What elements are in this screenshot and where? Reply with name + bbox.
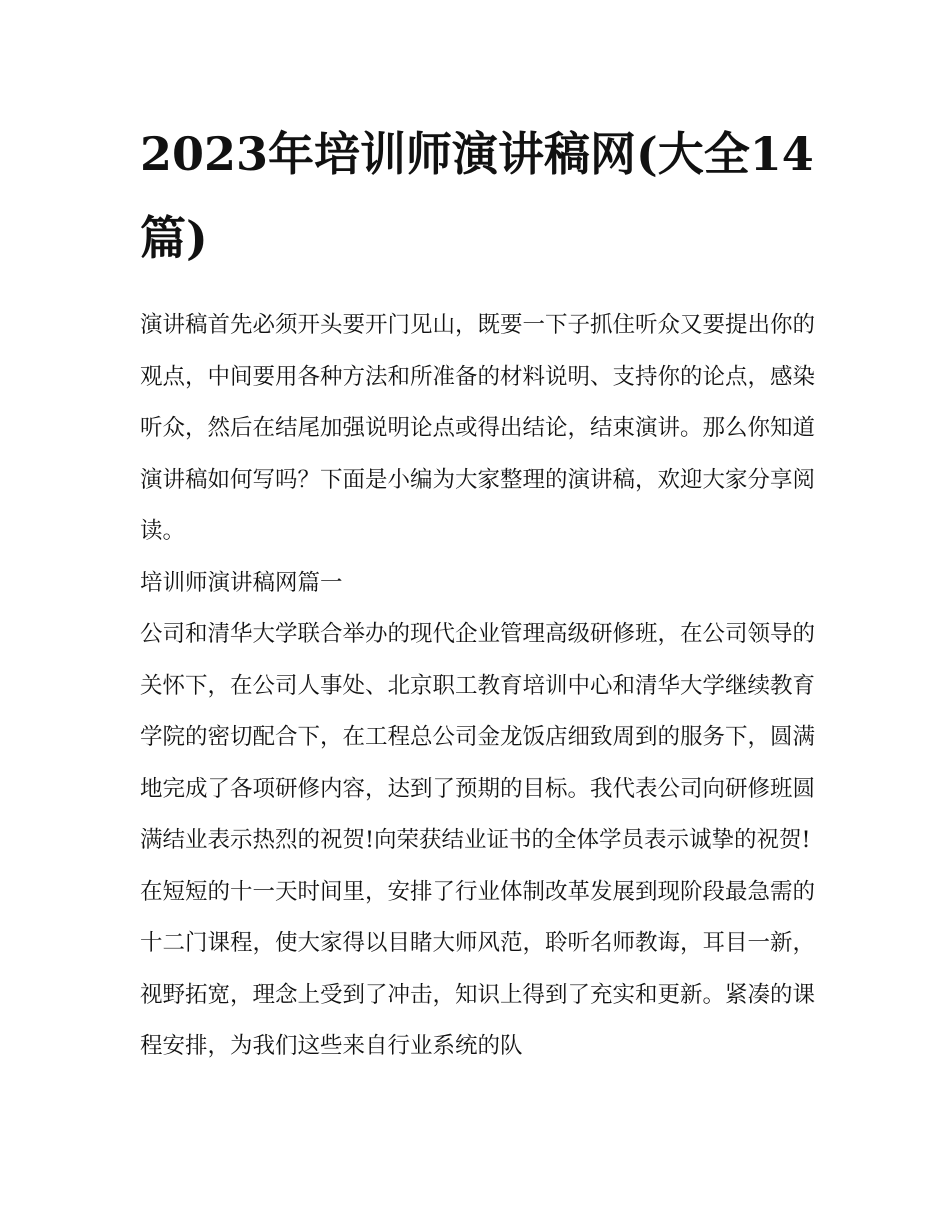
body-paragraph: 公司和清华大学联合举办的现代企业管理高级研修班，在公司领导的关怀下，在公司人事处、北京职工教育培训中心和清华大学继续教育学院的密切配合下，在工程总公司金龙饭店细致周到的服务下，圆满地完成了各项研修内容，达到了预期的目标。我代表公司向研修班圆满结业表示热烈的祝贺!向荣获结业证书的全体学员表示诚挚的祝贺!: [140, 621, 816, 853]
document-content: [140, 112, 820, 1073]
intro-paragraph: 演讲稿首先必须开头要开门见山，既要一下子抓住听众又要提出你的观点，中间要用各种方法和所准备的材料说明、支持你的论点，感染听众，然后在结尾加强说明论点或得出结论，结束演讲。那么你知道演讲稿如何写吗？下面是小编为大家整理的演讲稿，欢迎大家分享阅读。: [140, 312, 816, 544]
section-heading: 培训师演讲稿网篇一: [140, 569, 343, 596]
document-title: 2023年培训师演讲稿网(大全14篇): [140, 127, 814, 265]
body-paragraph: 在短短的十一天时间里，安排了行业体制改革发展到现阶段最急需的十二门课程，使大家得以目睹大师风范，聆听名师教诲，耳目一新，视野拓宽，理念上受到了冲击，知识上得到了充实和更新。紧凑的课程安排，为我们这些来自行业系统的队: [140, 878, 816, 1059]
